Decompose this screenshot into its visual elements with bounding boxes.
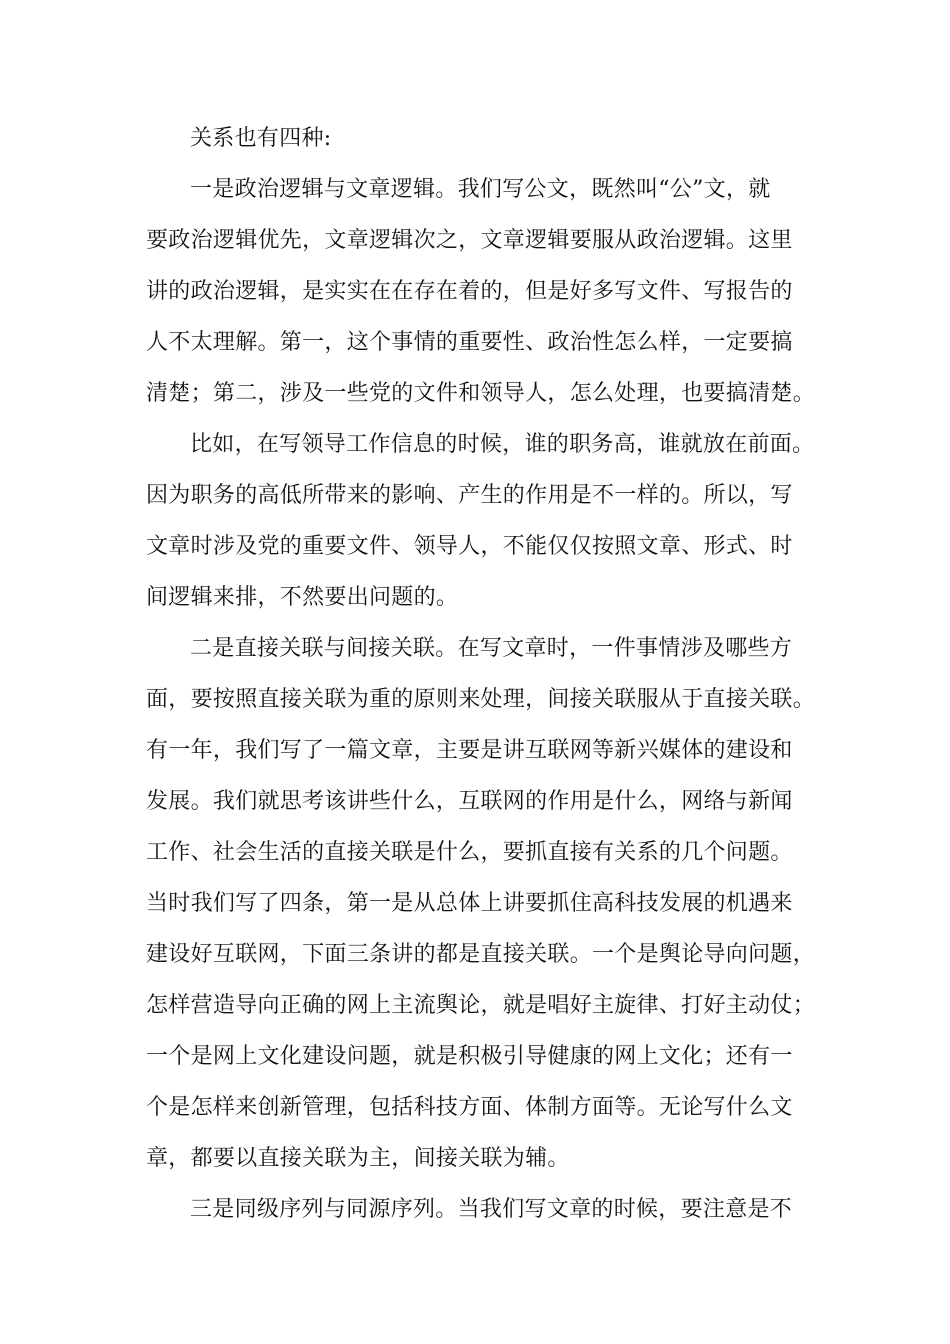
text-line-19: 一个是网上文化建设问题，就是积极引导健康的网上文化；还有一 [146,1044,793,1069]
text-line-16: 当时我们写了四条，第一是从总体上讲要抓住高科技发展的机遇来 [146,891,793,916]
text-line-17: 建设好互联网，下面三条讲的都是直接关联。一个是舆论导向问题， [146,942,816,967]
text-line-5: 人不太理解。第一，这个事情的重要性、政治性怎么样，一定要搞 [146,330,793,355]
text-line-2: 一是政治逻辑与文章逻辑。我们写公文，既然叫“公”文，就 [190,177,771,202]
text-line-12: 面，要按照直接关联为重的原则来处理，间接关联服从于直接关联。 [146,687,816,712]
text-line-11: 二是直接关联与间接关联。在写文章时，一件事情涉及哪些方 [190,636,793,661]
text-line-13: 有一年，我们写了一篇文章，主要是讲互联网等新兴媒体的建设和 [146,738,793,763]
text-line-1: 关系也有四种: [190,126,332,151]
text-line-22: 三是同级序列与同源序列。当我们写文章的时候，要注意是不 [190,1197,793,1222]
text-line-8: 因为职务的高低所带来的影响、产生的作用是不一样的。所以，写 [146,483,793,508]
text-line-10: 间逻辑来排，不然要出问题的。 [146,585,459,610]
text-line-7: 比如，在写领导工作信息的时候，谁的职务高，谁就放在前面。 [190,432,815,457]
text-line-21: 章，都要以直接关联为主，间接关联为辅。 [146,1146,570,1171]
text-line-6: 清楚；第二，涉及一些党的文件和领导人，怎么处理，也要搞清楚。 [146,381,816,406]
text-line-15: 工作、社会生活的直接关联是什么，要抓直接有关系的几个问题。 [146,840,793,865]
text-line-14: 发展。我们就思考该讲些什么，互联网的作用是什么，网络与新闻 [146,789,793,814]
text-line-3: 要政治逻辑优先，文章逻辑次之，文章逻辑要服从政治逻辑。这里 [146,228,793,253]
text-line-4: 讲的政治逻辑，是实实在在存在着的，但是好多写文件、写报告的 [146,279,793,304]
text-line-18: 怎样营造导向正确的网上主流舆论，就是唱好主旋律、打好主动仗； [146,993,816,1018]
text-line-9: 文章时涉及党的重要文件、领导人，不能仅仅按照文章、形式、时 [146,534,793,559]
text-line-20: 个是怎样来创新管理，包括科技方面、体制方面等。无论写什么文 [146,1095,793,1120]
